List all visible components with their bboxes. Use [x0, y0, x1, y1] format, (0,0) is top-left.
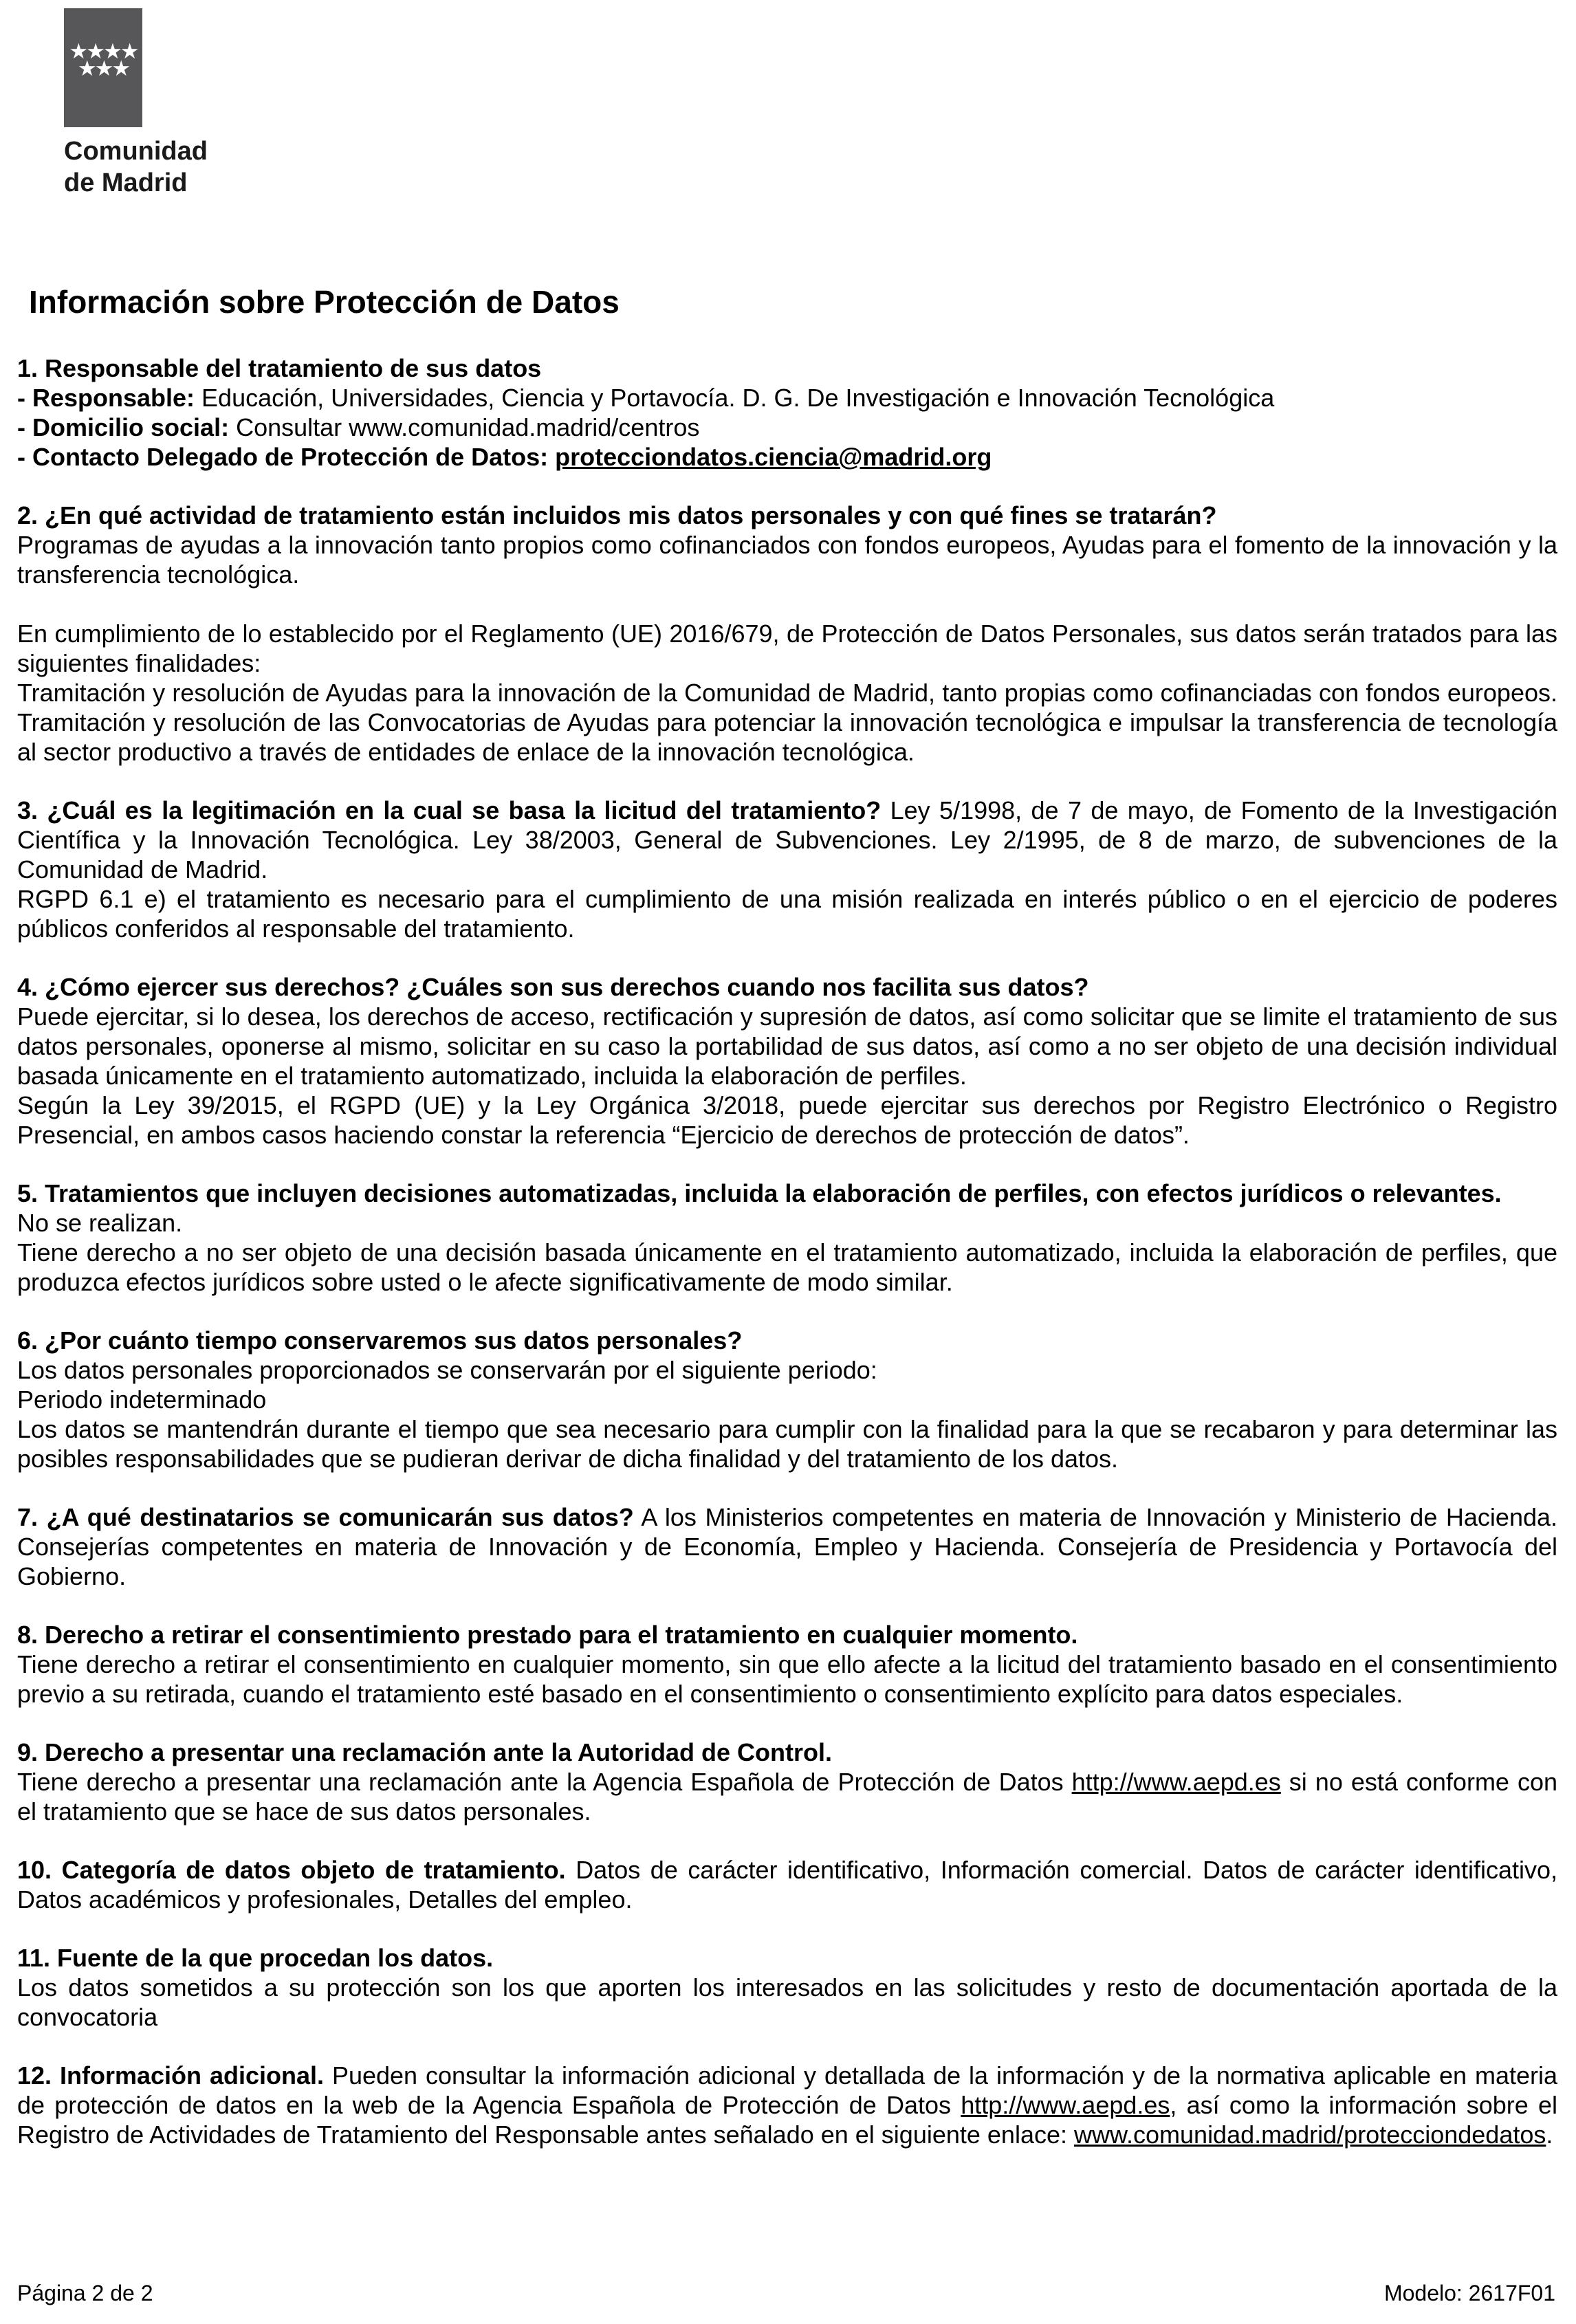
section-10-heading: 10. Categoría de datos objeto de tratamiento.: [17, 1856, 566, 1884]
section-8-retirar-consentimiento: [17, 1620, 1557, 1709]
domicilio-line: [17, 413, 1557, 442]
section-10-categoria-datos: [17, 1855, 1557, 1914]
section-9-reclamacion: [17, 1737, 1557, 1826]
aepd-link-2[interactable]: http://www.aepd.es: [961, 2091, 1170, 2119]
domicilio-value: Consultar www.comunidad.madrid/centros: [229, 413, 700, 441]
section-4-heading: 4. ¿Cómo ejercer sus derechos? ¿Cuáles son sus derechos cuando nos facilita sus datos?: [17, 973, 1089, 1001]
section-2-actividad: [17, 501, 1557, 767]
section-6-conservacion: [17, 1326, 1557, 1473]
section-5-paragraph-1: No se realizan.: [17, 1209, 183, 1237]
model-number: Modelo: 2617F01: [1383, 2281, 1555, 2305]
section-3-paragraph-2: RGPD 6.1 e) el tratamiento es necesario para el cumplimiento de una misión realizada en interés público o en el ejercicio de poderes públicos conferidos al responsable del tratamiento.: [17, 885, 1557, 943]
domicilio-label: - Domicilio social:: [17, 413, 230, 441]
section-12-paragraph: 12. Información adicional. Pueden consultar la información adicional y detallada de la información y de la normativa aplicable en materia de protección de datos en la web de la Agencia Española de Protección de Datos http://www.aepd.es, así como la información sobre el Registro de Actividades de Tratamiento del Responsable antes señalado en el siguiente enlace: www.comunidad.madrid/protecciondedatos.: [17, 2061, 1558, 2149]
section-11-fuente-datos: [17, 1943, 1557, 2032]
section-2-heading: 2. ¿En qué actividad de tratamiento están incluidos mis datos personales y con qué fines se tratarán?: [17, 501, 1217, 529]
comunidad-madrid-proteccion-datos-link[interactable]: www.comunidad.madrid/protecciondedatos: [1074, 2120, 1546, 2149]
section-4-derechos: [17, 972, 1557, 1150]
section-7-paragraph: 7. ¿A qué destinatarios se comunicarán sus datos? A los Ministerios competentes en materia de Innovación y Ministerio de Hacienda. Consejerías competentes en materia de Innovación y de Economía, Empleo y Hacienda. Consejería de Presidencia y Portavocía del Gobierno.: [17, 1503, 1558, 1590]
page-title: Información sobre Protección de Datos: [29, 284, 620, 320]
responsable-line: [17, 383, 1557, 413]
section-2-paragraph-3: Tramitación y resolución de Ayudas para la innovación de la Comunidad de Madrid, tanto propias como cofinanciadas con fondos europeos. Tramitación y resolución de las Convocatorias de Ayudas para potenciar la innovación tecnológica e impulsar la transferencia de tecnología al sector productivo a través de entidades de enlace de la innovación tecnológica.: [17, 679, 1557, 766]
logo-wordmark-line1: Comunidad: [64, 137, 208, 166]
comunidad-madrid-logo: [64, 8, 208, 199]
section-5-decisiones-automatizadas: [17, 1179, 1557, 1297]
section-6-paragraph-3: Los datos se mantendrán durante el tiempo que sea necesario para cumplir con la finalidad para la que se recabaron y para determinar las posibles responsabilidades que se pudieran derivar de dicha finalidad y del tratamiento de los datos.: [17, 1415, 1557, 1473]
contacto-label: - Contacto Delegado de Protección de Datos:: [17, 443, 549, 471]
logo-wordmark-line2: de Madrid: [64, 168, 188, 197]
dpd-email-link[interactable]: protecciondatos.ciencia@madrid.org: [555, 443, 992, 471]
section-4-paragraph-1: Puede ejercitar, si lo desea, los derechos de acceso, rectificación y supresión de datos, así como solicitar que se limite el tratamiento de sus datos personales, oponerse al mismo, solicitar en su caso la portabilidad de sus datos, así como a no ser objeto de una decisión individual basada únicamente en el tratamiento automatizado, incluida la elaboración de perfiles.: [17, 1002, 1557, 1090]
flag-stars-row-top: ★★★★: [69, 39, 138, 63]
contacto-line: [17, 442, 1557, 472]
section-9-heading: 9. Derecho a presentar una reclamación ante la Autoridad de Control.: [17, 1738, 832, 1766]
section-7-heading: 7. ¿A qué destinatarios se comunicarán sus datos?: [17, 1503, 634, 1531]
page-number: Página 2 de 2: [17, 2281, 153, 2305]
logo-wordmark: [64, 135, 208, 199]
document-body: [17, 353, 1557, 2149]
section-1-heading: 1. Responsable del tratamiento de sus datos: [17, 354, 542, 382]
flag-stars-row-bottom: ★★★: [77, 56, 129, 80]
page-footer: [17, 2280, 1555, 2306]
section-3-legitimacion: [17, 796, 1557, 943]
section-4-paragraph-2: Según la Ley 39/2015, el RGPD (UE) y la Ley Orgánica 3/2018, puede ejercitar sus derechos por Registro Electrónico o Registro Presencial, en ambos casos haciendo constar la referencia “Ejercicio de derechos de protección de datos”.: [17, 1091, 1557, 1149]
section-10-paragraph: 10. Categoría de datos objeto de tratamiento. Datos de carácter identificativo, Información comercial. Datos de carácter identificativo, Datos académicos y profesionales, Detalles del empleo.: [17, 1856, 1557, 1914]
section-5-paragraph-2: Tiene derecho a no ser objeto de una decisión basada únicamente en el tratamiento automatizado, incluida la elaboración de perfiles, que produzca efectos jurídicos sobre usted o le afecte significativamente de modo similar.: [17, 1238, 1557, 1296]
section-6-paragraph-2: Periodo indeterminado: [17, 1385, 267, 1414]
section-12-heading: 12. Información adicional.: [17, 2061, 324, 2090]
section-5-heading: 5. Tratamientos que incluyen decisiones automatizadas, incluida la elaboración de perfiles, con efectos jurídicos o relevantes.: [17, 1179, 1502, 1207]
section-3-paragraph-1: 3. ¿Cuál es la legitimación en la cual se basa la licitud del tratamiento? Ley 5/1998, de 7 de mayo, de Fomento de la Investigación Científica y la Innovación Tecnológica. Ley 38/2003, General de Subvenciones. Ley 2/1995, de 8 de marzo, de subvenciones de la Comunidad de Madrid.: [17, 796, 1557, 884]
section-6-paragraph-1: Los datos personales proporcionados se conservarán por el siguiente periodo:: [17, 1356, 877, 1384]
section-11-paragraph: Los datos sometidos a su protección son los que aporten los interesados en las solicitudes y resto de documentación aportada de la convocatoria: [17, 1973, 1557, 2031]
section-3-heading: 3. ¿Cuál es la legitimación en la cual se basa la licitud del tratamiento?: [17, 796, 882, 824]
section-11-heading: 11. Fuente de la que procedan los datos.: [17, 1944, 494, 1972]
section-1-responsable: [17, 353, 1557, 472]
aepd-link[interactable]: http://www.aepd.es: [1071, 1768, 1281, 1796]
responsable-label: - Responsable:: [17, 384, 195, 412]
section-9-paragraph: Tiene derecho a presentar una reclamación ante la Agencia Española de Protección de Datos http://www.aepd.es si no está conforme con el tratamiento que se hace de sus datos personales.: [17, 1768, 1557, 1826]
section-8-heading: 8. Derecho a retirar el consentimiento prestado para el tratamiento en cualquier momento.: [17, 1621, 1078, 1649]
section-7-destinatarios: [17, 1502, 1557, 1591]
section-12-informacion-adicional: [17, 2061, 1557, 2149]
responsable-value: Educación, Universidades, Ciencia y Portavocía. D. G. De Investigación e Innovación Tecnológica: [195, 384, 1275, 412]
section-6-heading: 6. ¿Por cuánto tiempo conservaremos sus datos personales?: [17, 1326, 743, 1355]
madrid-flag-icon: [64, 8, 142, 127]
section-2-paragraph-1: Programas de ayudas a la innovación tanto propios como cofinanciados con fondos europeos, Ayudas para el fomento de la innovación y la transferencia tecnológica.: [17, 531, 1557, 589]
section-2-paragraph-2: En cumplimiento de lo establecido por el Reglamento (UE) 2016/679, de Protección de Datos Personales, sus datos serán tratados para las siguientes finalidades:: [17, 620, 1557, 677]
section-8-paragraph: Tiene derecho a retirar el consentimiento en cualquier momento, sin que ello afecte a la licitud del tratamiento basado en el consentimiento previo a su retirada, cuando el tratamiento esté basado en el consentimiento o consentimiento explícito para datos especiales.: [17, 1650, 1557, 1708]
